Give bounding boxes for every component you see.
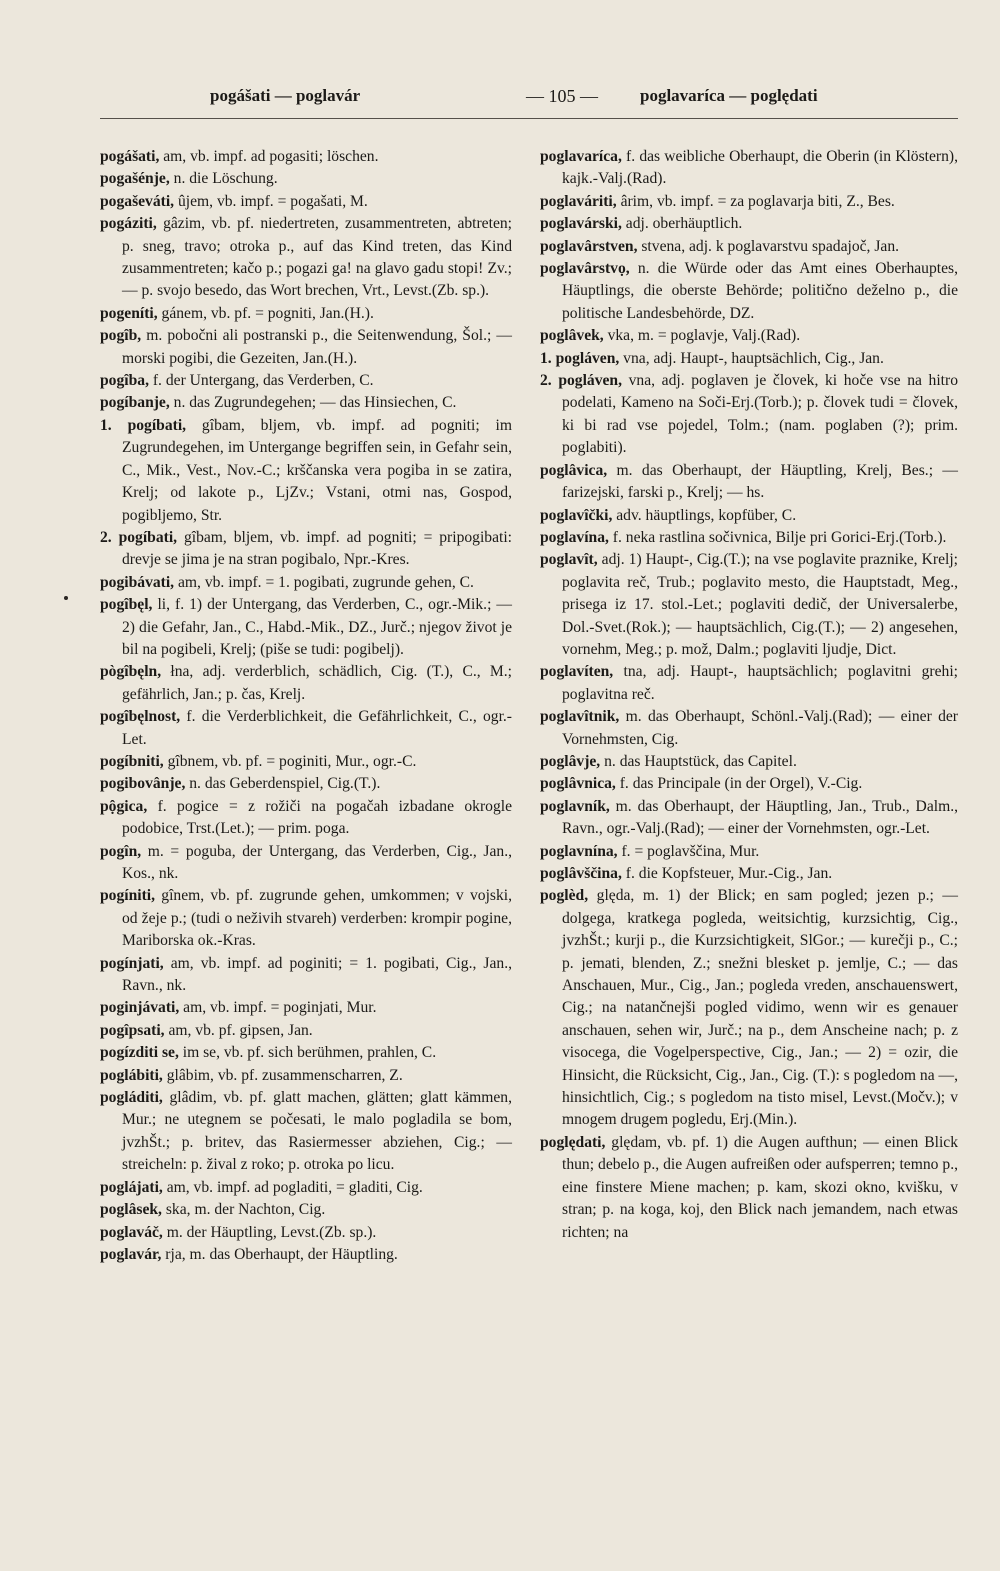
dictionary-entry: [100, 213, 512, 303]
entry-headword: poglavîčki,: [540, 506, 613, 524]
entry-definition: m. pobočni ali postranski p., die Seitenwendung, Šol.; — morski pogibi, die Gezeiten, Jan.(H.).: [122, 327, 512, 367]
entry-definition: n. das Hauptstück, das Capitel.: [600, 752, 797, 770]
dictionary-entry: [540, 706, 958, 751]
entry-definition: am, vb. impf. = poginjati, Mur.: [179, 999, 377, 1017]
dictionary-entry: [540, 460, 958, 505]
entry-definition: gâzim, vb. pf. niedertreten, zusammentreten, abtreten; p. sneg, travo; otroka p., auf das Kind treten, das Kind zusammentreten; kačo p.; pogazi ga! na glavo gadu stopi! Zv.; — p. svojo besedo, das Wort brechen, Vrt., Levst.(Zb. sp.).: [122, 215, 512, 300]
entry-definition: f. der Untergang, das Verderben, C.: [148, 372, 374, 390]
entry-headword: poględati,: [540, 1133, 606, 1151]
entry-definition: ska, m. der Nachton, Cig.: [161, 1201, 326, 1219]
left-column: [100, 146, 512, 1266]
dictionary-entry: [540, 325, 958, 347]
entry-definition: n. die Löschung.: [169, 170, 278, 188]
entry-definition: m. = poguba, der Untergang, das Verderben, Cig., Jan., Kos., nk.: [122, 842, 512, 882]
entry-definition: f. das weibliche Oberhaupt, die Oberin (in Klöstern), kajk.-Valj.(Rad).: [562, 148, 958, 188]
entry-definition: am, vb. impf. = 1. pogibati, zugrunde gehen, C.: [174, 573, 474, 591]
entry-definition: f. = poglavščina, Mur.: [617, 842, 760, 860]
dictionary-entry: [540, 549, 958, 661]
entry-headword: poglâsek,: [100, 1201, 162, 1219]
entry-headword: poglavîtnik,: [540, 708, 620, 726]
entry-definition: rja, m. das Oberhaupt, der Häuptling.: [161, 1245, 398, 1263]
entry-headword: pogîbęlnost,: [100, 708, 181, 726]
entry-headword: pogíbniti,: [100, 752, 164, 770]
entry-headword: poglâvnica,: [540, 775, 616, 793]
entry-definition: am, vb. pf. gipsen, Jan.: [164, 1021, 313, 1039]
dictionary-entry: [540, 885, 958, 1131]
entry-headword: poglâvica,: [540, 461, 608, 479]
entry-headword: pògîbęln,: [100, 663, 162, 681]
dictionary-entry: [100, 1244, 512, 1266]
entry-definition: ârim, vb. impf. = za poglavarja biti, Z., Bes.: [616, 192, 895, 210]
dictionary-entry: [540, 863, 958, 885]
entry-headword: poglavnína,: [540, 842, 618, 860]
dictionary-entry: [540, 527, 958, 549]
dictionary-entry: [540, 661, 958, 706]
dictionary-entry: [540, 191, 958, 213]
entry-definition: m. das Oberhaupt, der Häuptling, Jan., Trub., Dalm., Ravn., ogr.-Valj.(Rad); — einer der Vornehmsten, ogr.-Let.: [562, 797, 958, 838]
dictionary-entry: [100, 168, 512, 190]
dictionary-entry: [100, 885, 512, 952]
entry-definition: ûjem, vb. impf. = pogašati, M.: [174, 192, 368, 210]
entry-definition: f. neka rastlina sočivnica, Bilje pri Gorici-Erj.(Torb.).: [608, 528, 947, 546]
header-rule: [100, 118, 958, 119]
entry-definition: gînem, vb. pf. zugrunde gehen, umkommen; v vojski, od žeje p.; (tudi o neživih stvareh) verderben: krompir pogine, Mariborska ok.-Kras.: [122, 887, 512, 950]
dictionary-entry: [540, 751, 958, 773]
dictionary-entry: [100, 303, 512, 325]
entry-headword: pogibávati,: [100, 573, 175, 591]
entry-definition: n. die Würde oder das Amt eines Oberhauptes, Häuptlings, die oberste Behörde; politično deželno p., die politische Landesbehörde, DZ.: [562, 260, 958, 322]
entry-headword: poglavník,: [540, 797, 610, 815]
entry-definition: m. das Oberhaupt, Schönl.-Valj.(Rad); — einer der Vornehmsten, Cig.: [562, 708, 958, 748]
entry-headword: poglavaríca,: [540, 148, 622, 165]
entry-definition: vna, adj. Haupt-, hauptsächlich, Cig., Jan.: [619, 349, 884, 367]
dictionary-entry: [100, 796, 512, 841]
entry-definition: adj. oberhäuptlich.: [621, 215, 743, 233]
dictionary-entry: [540, 370, 958, 460]
entry-definition: n. das Zugrundegehen; — das Hinsiechen, C.: [169, 394, 457, 412]
entry-headword: poglavína,: [540, 528, 609, 546]
entry-headword: pộgica,: [100, 797, 148, 815]
entry-headword: poglavárski,: [540, 215, 622, 233]
dictionary-entry: [100, 706, 512, 751]
entry-headword: pogîpsati,: [100, 1021, 165, 1039]
entry-definition: gîbam, bljem, vb. impf. ad pogniti; = pripogibati: drevje se jima je na stran pogibalo, Npr.-Kres.: [122, 528, 513, 569]
entry-definition: adv. häuptlings, kopfüber, C.: [612, 506, 797, 524]
entry-definition: adj. 1) Haupt-, Cig.(T.); na vse poglavite praznike, Krelj; poglavita reč, Trub.; poglavito mesto, die Hauptstadt, Meg., prisega iz 17. stol.-Let.; poglaviti dedič, der Universalerbe, Dol.-Svet.(Rok.); — hauptsächlich, Cig.(T.); — 2) angesehen, vornehm, Meg.; p. mož, Dalm.; poglaviti ljudje, Dict.: [562, 551, 958, 658]
entry-headword: pogîba,: [100, 372, 149, 390]
entry-headword: poglavârstvọ,: [540, 260, 630, 278]
entry-headword: pogízditi se,: [100, 1044, 179, 1062]
dictionary-entry: [540, 258, 958, 325]
entry-headword: pogíniti,: [100, 887, 156, 905]
dictionary-entry: [100, 1020, 512, 1042]
entry-definition: gánem, vb. pf. = pogniti, Jan.(H.).: [157, 304, 374, 322]
entry-definition: ględam, vb. pf. 1) die Augen aufthun; — einen Blick thun; debelo p., die Augen aufreißen oder aufsperren; temno p., eine finstere Miene machen; p. kam, skozi okno, kvišku, v stran; p. na koga, koj, den Blick nach jemandem, nach etwas richten; na: [562, 1133, 958, 1241]
entry-definition: m. das Oberhaupt, der Häuptling, Krelj, Bes.; — farizejski, farski p., Krelj; — hs.: [562, 461, 958, 502]
entry-definition: łna, adj. verderblich, schädlich, Cig. (T.), C., M.; gefährlich, Jan.; p. čas, Krelj.: [122, 663, 512, 703]
entry-headword: poglábiti,: [100, 1066, 163, 1084]
entry-definition: stvena, adj. k poglavarstvu spadajoč, Jan.: [637, 237, 900, 255]
dictionary-entry: [100, 370, 512, 392]
entry-headword: poglâvje,: [540, 752, 601, 770]
entry-headword: 1. pogíbati,: [100, 416, 187, 434]
entry-headword: 1. pogláven,: [540, 349, 620, 367]
dictionary-entry: [100, 997, 512, 1019]
entry-headword: pogeníti,: [100, 304, 158, 322]
entry-headword: pogláditi,: [100, 1089, 163, 1107]
dictionary-entry: [540, 348, 958, 370]
entry-definition: f. die Kopfsteuer, Mur.-Cig., Jan.: [621, 865, 833, 882]
dictionary-entry: [540, 213, 958, 235]
dictionary-entry: [100, 415, 512, 527]
dictionary-entry: [100, 392, 512, 414]
dictionary-entry: [540, 773, 958, 795]
entry-headword: poglâvščina,: [540, 865, 622, 882]
entry-headword: pogíbanje,: [100, 394, 170, 412]
dictionary-entry: [100, 572, 512, 594]
entry-definition: li, f. 1) der Untergang, das Verderben, C., ogr.-Mik.; — 2) die Gefahr, Jan., C., Habd.-Mik., DZ., Jurč.; njegov život je bil na pogibeli, Krelj; (piše se tudi: pogibelj).: [122, 596, 512, 658]
entry-headword: 2. pogláven,: [540, 372, 623, 390]
entry-headword: pogášati,: [100, 148, 160, 165]
dictionary-entry: [100, 1087, 512, 1177]
dictionary-entry: [100, 1042, 512, 1064]
entry-headword: pogašénje,: [100, 170, 170, 188]
dictionary-entry: [100, 191, 512, 213]
dictionary-entry: [100, 1065, 512, 1087]
entry-headword: 2. pogíbati,: [100, 528, 178, 546]
entry-headword: poglâvek,: [540, 327, 604, 345]
dictionary-entry: [100, 527, 512, 572]
dictionary-entry: [100, 953, 512, 998]
dictionary-entry: [540, 796, 958, 841]
entry-definition: glâdim, vb. pf. glatt machen, glätten; glatt kämmen, Mur.; ne utegnem se počesati, le malo pogladila se bom, jvzhŠt.; p. britev, das Rasiermesser abziehen, Cig.; — streicheln: p. žival z roko; p. otroka po licu.: [122, 1089, 512, 1174]
entry-definition: f. das Principale (in der Orgel), V.-Cig.: [615, 775, 863, 793]
entry-definition: ględa, m. 1) der Blick; en sam pogled; jezen p.; — dolgega, kratkega pogleda, weitsichtig, kurzsichtig, Cig., jvzhŠt.; kurji p., die Kurzsichtigkeit, SlGor.; — kurečji p., C.; p. jemati, blenden, Z.; snežni blesket p. jemlje, C.; — das Anschauen, Mur., Cig., Jan.; pogleda vreden, anschauenswert, Cig.; na natančnejši pogled vidimo, wenn wir es genauer anschauen, sehen wir, Jurč.; na p., dem Anscheine nach; p. z visocega, die Vogelperspective, Cig., Jan.; — 2) = ozir, die Hinsicht, die Rücksicht, Cig., Jan., Cig. (T.): s pogledom na —, hinsichtlich, Cig.; s pogledom na tisto misel, Levst.(Močv.); v mnogem drugem pogledu, Erj.(Min.).: [562, 887, 959, 1129]
entry-definition: vka, m. = poglavje, Valj.(Rad).: [603, 327, 801, 345]
entry-definition: gîbnem, vb. pf. = poginiti, Mur., ogr.-C.: [163, 752, 417, 770]
dictionary-entry: [540, 146, 958, 191]
dictionary-entry: [100, 1199, 512, 1221]
entry-headword: pogláјati,: [100, 1178, 163, 1196]
margin-dot: [64, 596, 68, 600]
entry-definition: m. der Häuptling, Levst.(Zb. sp.).: [162, 1223, 377, 1241]
entry-definition: am, vb. impf. ad poginiti; = 1. pogibati, Cig., Jan., Ravn., nk.: [122, 954, 512, 995]
dictionary-entry: [100, 841, 512, 886]
entry-definition: f. pogice = z rožiči na pogačah izbadane okrogle podobice, Trst.(Let.); — prim. poga.: [122, 797, 512, 838]
dictionary-entry: [100, 751, 512, 773]
entry-headword: pogibovânje,: [100, 775, 186, 793]
right-column: [540, 146, 958, 1244]
dictionary-entry: [540, 841, 958, 863]
header-right-guideword: poglavaríca — poględati: [640, 86, 818, 105]
entry-headword: pogaševáti,: [100, 192, 175, 210]
entry-headword: pogínjati,: [100, 954, 164, 972]
entry-headword: poglavît,: [540, 551, 598, 569]
entry-definition: n. das Geberdenspiel, Cig.(T.).: [185, 775, 381, 793]
dictionary-entry: [540, 1132, 958, 1244]
dictionary-entry: [100, 1222, 512, 1244]
page-number: — 105 —: [526, 86, 598, 106]
dictionary-entry: [540, 236, 958, 258]
dictionary-entry: [100, 594, 512, 661]
entry-definition: tna, adj. Haupt-, hauptsächlich; poglavitni grehi; poglavitna reč.: [562, 663, 958, 703]
entry-definition: am, vb. impf. ad pogasiti; löschen.: [159, 148, 379, 165]
entry-headword: poglavârstven,: [540, 237, 638, 255]
entry-headword: pogîbęl,: [100, 596, 153, 614]
page-header: [60, 86, 940, 116]
entry-definition: im se, vb. pf. sich berühmen, prahlen, C.: [178, 1044, 437, 1062]
dictionary-entry: [540, 505, 958, 527]
dictionary-entry: [100, 1177, 512, 1199]
entry-headword: poglaváč,: [100, 1223, 163, 1241]
entry-headword: pogáziti,: [100, 215, 157, 233]
entry-headword: poginjávati,: [100, 999, 180, 1017]
dictionary-entry: [100, 146, 512, 168]
header-left-guideword: pogášati — poglavár: [210, 86, 361, 105]
entry-headword: poglaváriti,: [540, 192, 617, 210]
entry-definition: gîbam, bljem, vb. impf. ad pogniti; im Zugrundegehen, im Untergange begriffen sein, in Gefahr sein, C., Mik., Vest., Nov.-C.; krščanska vera pogiba in se zatira, Krelj; od lakote p., LjZv.; Vstani, otmi nas, Gospod, pogibljemo, Str.: [122, 416, 512, 524]
entry-definition: glâbim, vb. pf. zusammenscharren, Z.: [162, 1066, 403, 1084]
dictionary-entry: [100, 773, 512, 795]
entry-headword: pogîb,: [100, 327, 142, 345]
dictionary-entry: [100, 661, 512, 706]
entry-headword: pogîn,: [100, 842, 142, 860]
entry-definition: f. die Verderblichkeit, die Gefährlichkeit, C., ogr.-Let.: [122, 708, 512, 748]
entry-definition: vna, adj. poglaven je človek, ki hoče vse na hitro podelati, Kameno na Soči-Erj.(Torb.); p. človek tudi = človek, ki bi rad vse pojedel, Tolm.; (nam. poglaben (?); prim. poglabiti).: [562, 372, 959, 457]
entry-definition: am, vb. impf. ad pogladiti, = gladiti, Cig.: [162, 1178, 423, 1196]
entry-headword: poglavár,: [100, 1245, 162, 1263]
dictionary-entry: [100, 325, 512, 370]
entry-headword: poglèd,: [540, 887, 589, 905]
entry-headword: poglavíten,: [540, 663, 614, 681]
